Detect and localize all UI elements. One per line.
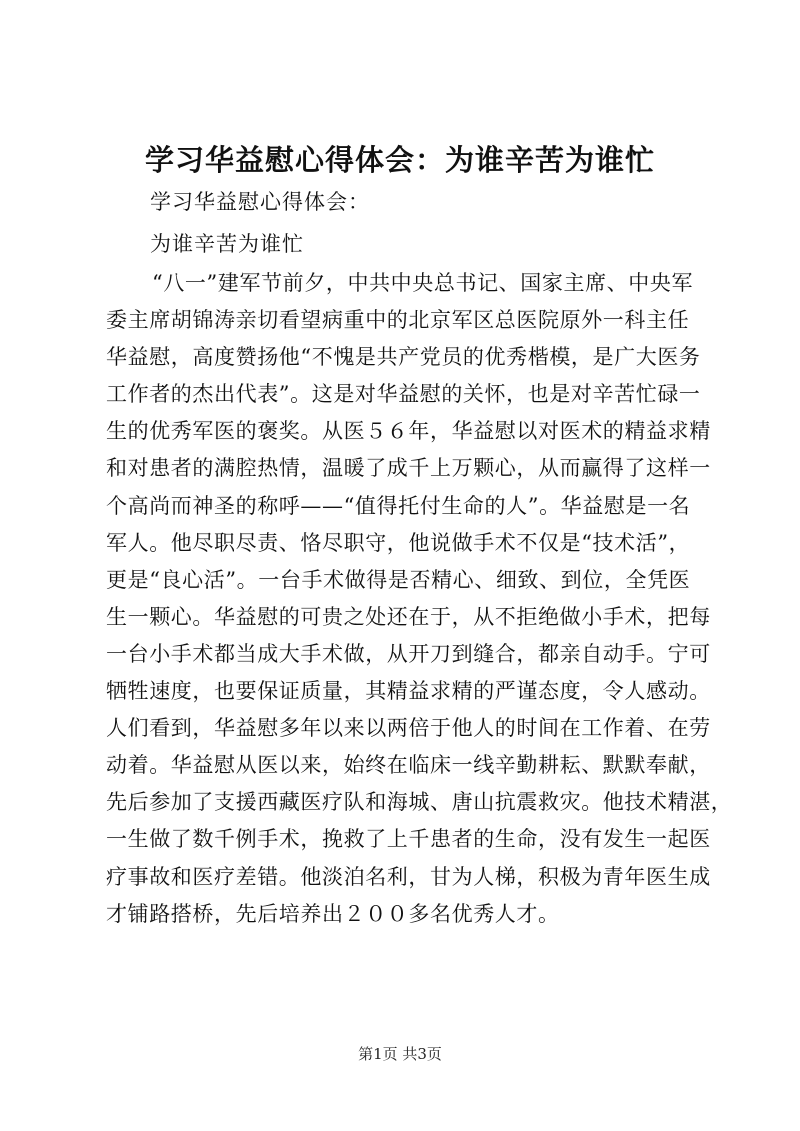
body-line: 军人。他尽职尽责、恪尽职守，他说做手术不仅是“技术活”， (106, 530, 691, 555)
body-line: 才铺路搭桥，先后培养出２００多名优秀人才。 (106, 901, 560, 926)
subtitle-line-1: 学习华益慰心得体会： (150, 190, 370, 214)
body-line: 更是“良心活”。一台手术做得是否精心、细致、到位，全凭医 (106, 567, 691, 592)
body-line: 华益慰，高度赞扬他“不愧是共产党员的优秀楷模，是广大医务 (106, 345, 701, 370)
body-line: 疗事故和医疗差错。他淡泊名利，甘为人梯，积极为青年医生成 (106, 864, 711, 889)
document-title: 学习华益慰心得体会：为谁辛苦为谁忙 (144, 143, 655, 177)
subtitle-line-2: 为谁辛苦为谁忙 (150, 232, 304, 256)
body-line: 生一颗心。华益慰的可贵之处还在于，从不拒绝做小手术，把每 (106, 604, 711, 629)
body-line: 一生做了数千例手术，挽救了上千患者的生命，没有发生一起医 (106, 827, 711, 852)
body-line: 先后参加了支援西藏医疗队和海城、唐山抗震救灾。他技术精湛， (106, 790, 733, 815)
body-line: 牺牲速度，也要保证质量，其精益求精的严谨态度，令人感动。 (106, 679, 711, 704)
body-line: “八一”建军节前夕，中共中央总书记、国家主席、中央军 (152, 271, 694, 295)
body-line: 和对患者的满腔热情，温暖了成千上万颗心，从而赢得了这样一 (106, 456, 711, 481)
body-line: 一台小手术都当成大手术做，从开刀到缝合，都亲自动手。宁可 (106, 641, 711, 666)
body-line: 个高尚而神圣的称呼——“值得托付生命的人”。华益慰是一名 (106, 493, 691, 518)
body-line: 动着。华益慰从医以来，始终在临床一线辛勤耕耘、默默奉献， (106, 753, 711, 778)
body-line: 生的优秀军医的褒奖。从医５６年，华益慰以对医术的精益求精 (106, 419, 711, 444)
body-line: 工作者的杰出代表”。这是对华益慰的关怀，也是对辛苦忙碌一 (106, 382, 701, 407)
body-paragraph (106, 265, 733, 933)
page-number-footer: 第1页 共3页 (358, 1045, 442, 1063)
body-line: 人们看到，华益慰多年以来以两倍于他人的时间在工作着、在劳 (106, 716, 711, 741)
body-line: 委主席胡锦涛亲切看望病重中的北京军区总医院原外一科主任 (106, 308, 690, 333)
